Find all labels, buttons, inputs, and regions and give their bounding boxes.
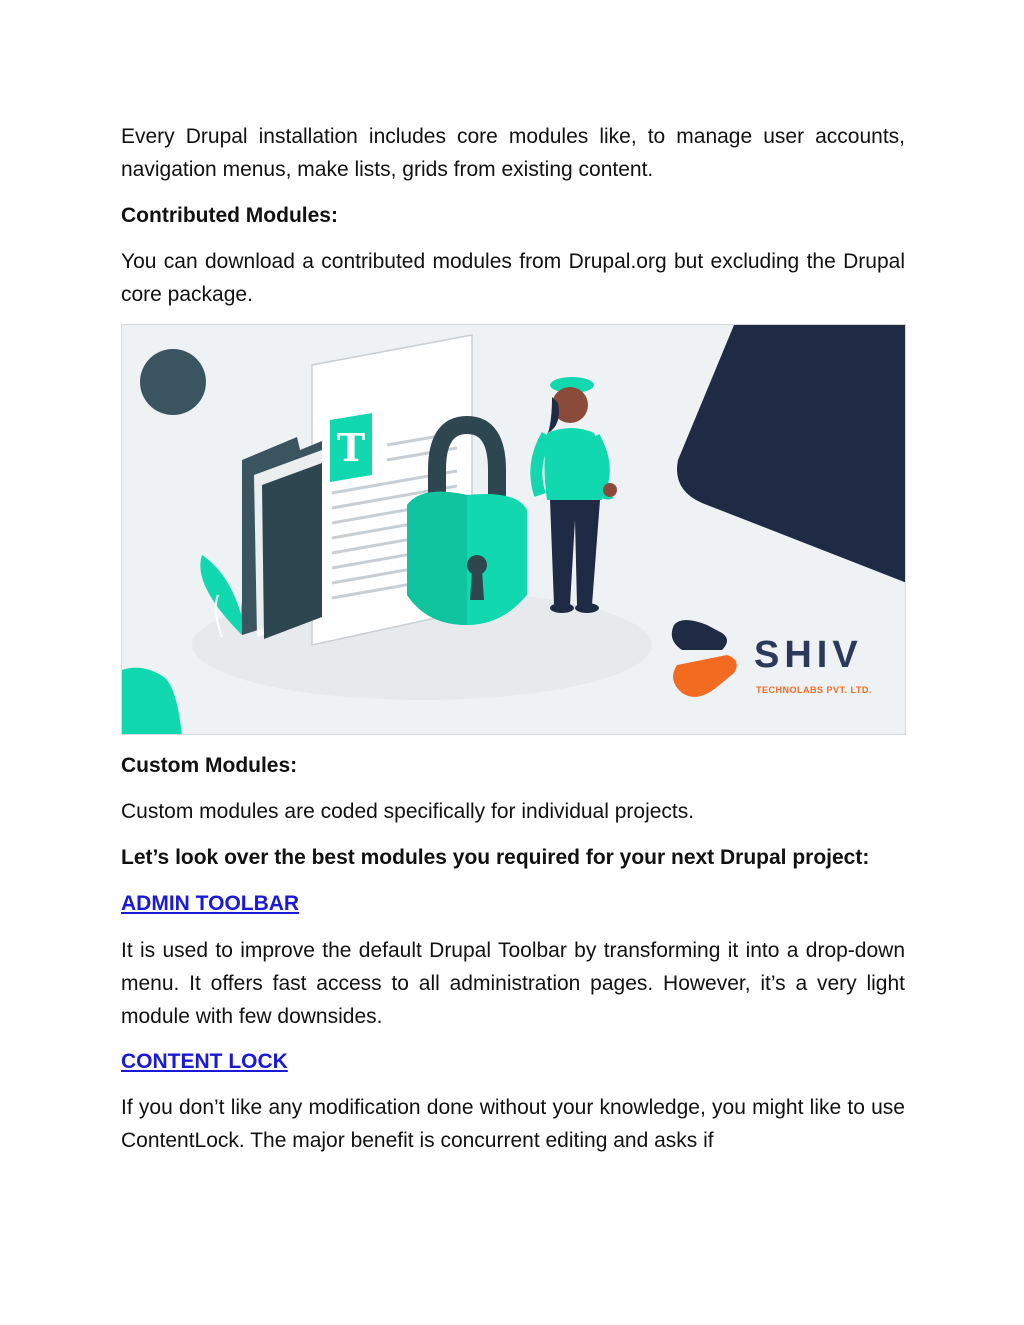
admin-toolbar-link[interactable]: ADMIN TOOLBAR	[121, 892, 300, 915]
logo-subtitle: TECHNOLABS PVT. LTD.	[756, 685, 872, 695]
shiv-logo	[672, 620, 872, 697]
best-modules-heading: Let’s look over the best modules you required for your next Drupal project:	[121, 846, 870, 869]
teal-corner-shape	[122, 668, 182, 735]
custom-modules-paragraph: Custom modules are coded specifically for individual projects.	[121, 800, 695, 823]
document-letter: T	[336, 425, 366, 470]
contributed-modules-paragraph: You can download a contributed modules from Drupal.org but excluding the Drupal core package.	[121, 250, 905, 306]
police-officer-figure	[536, 377, 617, 613]
navy-corner-shape	[677, 325, 906, 583]
content-lock-paragraph: If you don’t like any modification done without your knowledge, you might like to use ContentLock. The major benefit is concurrent editing and asks if	[121, 1096, 905, 1152]
intro-paragraph: Every Drupal installation includes core modules like, to manage user accounts, navigation menus, make lists, grids from existing content.	[121, 125, 905, 181]
contributed-modules-heading: Contributed Modules:	[121, 204, 338, 227]
logo-word: SHIV	[754, 634, 863, 676]
security-illustration	[121, 324, 906, 735]
logo-mark-bottom	[673, 655, 737, 697]
slate-circle-shape	[140, 349, 206, 415]
illustration-svg	[122, 325, 906, 735]
custom-modules-heading: Custom Modules:	[121, 754, 298, 777]
folder-icon	[242, 437, 322, 639]
content-lock-link[interactable]: CONTENT LOCK	[121, 1050, 288, 1073]
admin-toolbar-paragraph: It is used to improve the default Drupal Toolbar by transforming it into a drop-down menu. It offers fast access to all administration pages. However, it’s a very light module with few downsides.	[121, 939, 905, 1028]
logo-mark-top	[672, 620, 727, 650]
